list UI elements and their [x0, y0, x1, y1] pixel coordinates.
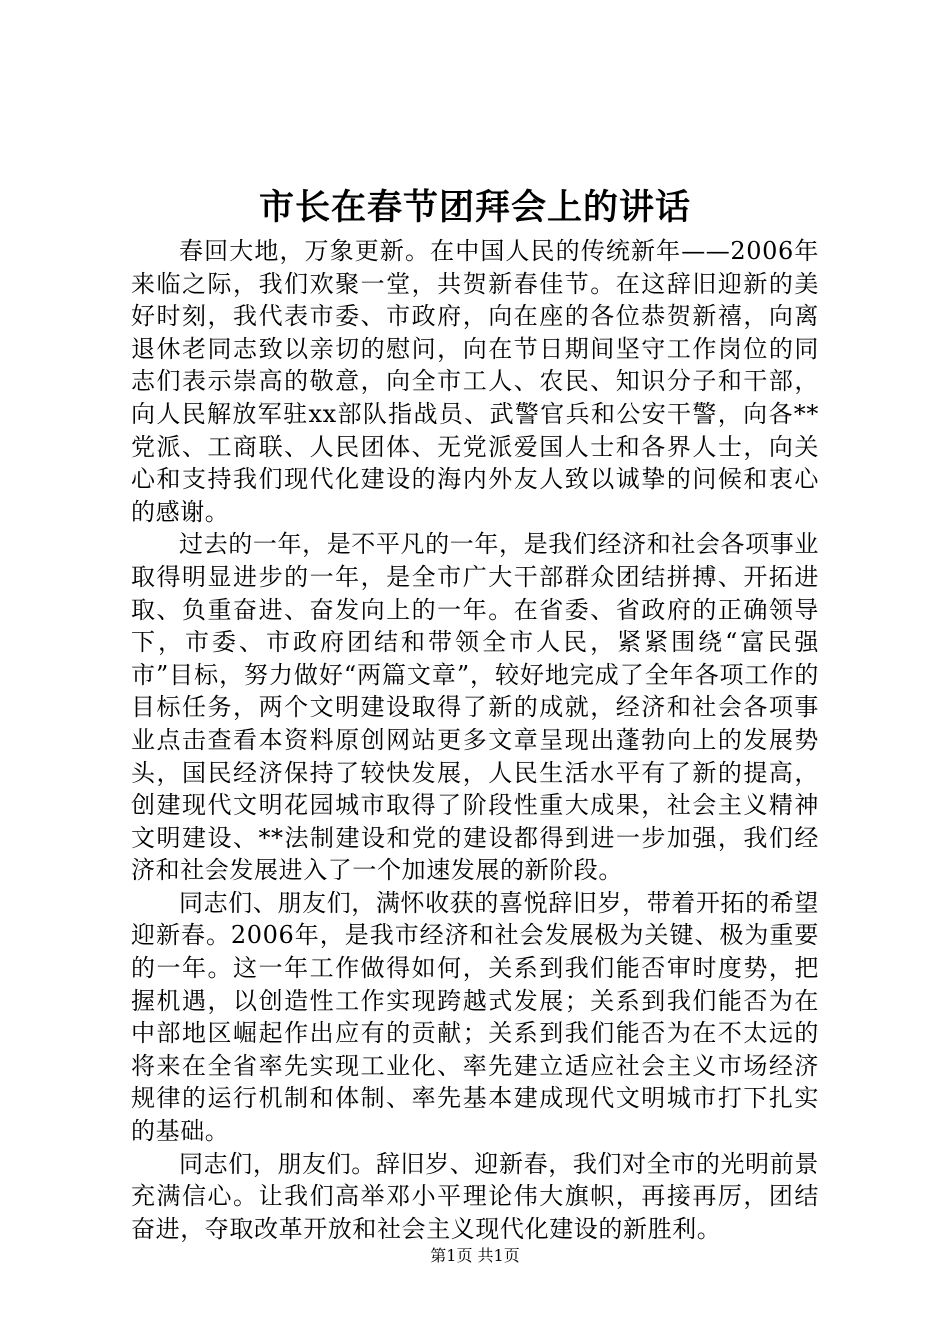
document-body [131, 235, 819, 1245]
paragraph-2: 过去的一年，是不平凡的一年，是我们经济和社会各项事业取得明显进步的一年，是全市广大干部群众团结拼搏、开拓进取、负重奋进、奋发向上的一年。在省委、省政府的正确领导下，市委、市政府团结和带领全市人民，紧紧围绕“富民强市”目标，努力做好“两篇文章”，较好地完成了全年各项工作的目标任务，两个文明建设取得了新的成就，经济和社会各项事业点击查看本资料原创网站更多文章呈现出蓬勃向上的发展势头，国民经济保持了较快发展，人民生活水平有了新的提高，创建现代文明花园城市取得了阶段性重大成果，社会主义精神文明建设、**法制建设和党的建设都得到进一步加强，我们经济和社会发展进入了一个加速发展的新阶段。 [131, 530, 819, 885]
page-footer: 第1页 共1页 [430, 1246, 520, 1265]
document-title: 市长在春节团拜会上的讲话 [258, 187, 691, 228]
paragraph-1: 春回大地，万象更新。在中国人民的传统新年——2006年来临之际，我们欢聚一堂，共贺新春佳节。在这辞旧迎新的美好时刻，我代表市委、市政府，向在座的各位恭贺新禧，向离退休老同志致以亲切的慰问，向在节日期间坚守工作岗位的同志们表示崇高的敬意，向全市工人、农民、知识分子和干部，向人民解放军驻xx部队指战员、武警官兵和公安干警，向各**党派、工商联、人民团体、无党派爱国人士和各界人士，向关心和支持我们现代化建设的海内外友人致以诚挚的问候和衷心的感谢。 [131, 237, 819, 526]
paragraph-4: 同志们，朋友们。辞旧岁、迎新春，我们对全市的光明前景充满信心。让我们高举邓小平理论伟大旗帜，再接再厉，团结奋进，夺取改革开放和社会主义现代化建设的新胜利。 [131, 1149, 819, 1243]
paragraph-3: 同志们、朋友们，满怀收获的喜悦辞旧岁，带着开拓的希望迎新春。2006年，是我市经济和社会发展极为关键、极为重要的一年。这一年工作做得如何，关系到我们能否审时度势，把握机遇，以创造性工作实现跨越式发展；关系到我们能否为在中部地区崛起作出应有的贡献；关系到我们能否为在不太远的将来在全省率先实现工业化、率先建立适应社会主义市场经济规律的运行机制和体制、率先基本建成现代文明城市打下扎实的基础。 [131, 888, 819, 1146]
